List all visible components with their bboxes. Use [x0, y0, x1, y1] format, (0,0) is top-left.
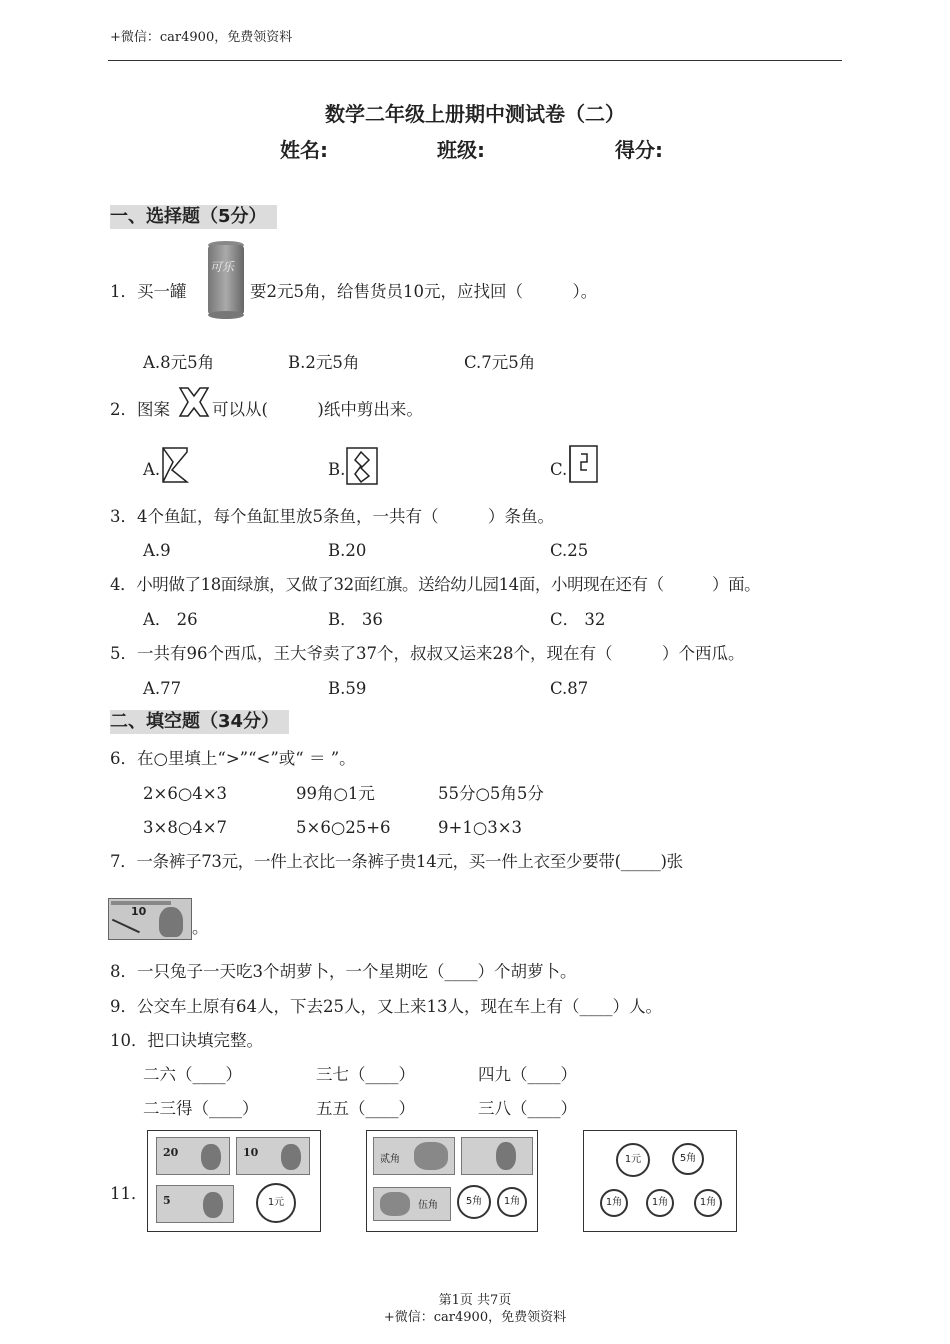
q1-option-a: A.8元5角 — [143, 353, 215, 372]
note-value: 10 — [131, 905, 147, 918]
q3-option-b: B.20 — [328, 541, 367, 560]
q1-text-after: 要2元5角，给售货员10元，应找回（ ）。 — [250, 282, 598, 301]
q1-option-b: B.2元5角 — [288, 353, 360, 372]
header-note: +微信：car4900，免费领资料 — [110, 30, 293, 45]
banknote-2-jiao: 贰角 — [373, 1137, 455, 1175]
ten-yuan-note-image — [108, 898, 192, 940]
header-divider — [108, 60, 842, 61]
q4-option-c: C． 32 — [550, 610, 606, 629]
q2-option-c: C. — [550, 460, 568, 479]
banknote-5-jiao: 伍角 — [373, 1187, 451, 1221]
footer-note: +微信：car4900，免费领资料 — [383, 1310, 567, 1325]
q5-option-a: A.77 — [143, 679, 182, 698]
q11-label: 11． — [110, 1184, 148, 1203]
money-box-2 — [366, 1130, 538, 1232]
q1-option-c: C.7元5角 — [464, 353, 536, 372]
q7-tail: 。 — [192, 918, 209, 937]
coin-1-yuan: 1元 — [256, 1183, 296, 1223]
q2-text-after: 可以从( )纸中剪出来。 — [212, 400, 423, 419]
q8-text: 8．一只兔子一天吃3个胡萝卜，一个星期吃（____）个胡萝卜。 — [110, 962, 577, 981]
q10-text: 10．把口诀填完整。 — [110, 1031, 263, 1050]
cola-can-icon — [204, 240, 248, 320]
coin-1-jiao: 1角 — [646, 1189, 674, 1217]
q3-option-a: A.9 — [143, 541, 171, 560]
page-number: 第1页 共7页 — [438, 1293, 512, 1308]
coin-5-jiao: 5角 — [672, 1143, 704, 1175]
banknote-1-yuan — [461, 1137, 533, 1175]
section-choice-title: 一、选择题（5分） — [110, 205, 277, 229]
name-label: 姓名: — [280, 138, 328, 162]
q4-option-b: B． 36 — [328, 610, 383, 629]
q10-r1c1: 二六（____） — [143, 1065, 242, 1084]
q4-text: 4．小明做了18面绿旗，又做了32面红旗。送给幼儿园14面，小明现在还有（ ）面。 — [110, 575, 761, 594]
cross-pattern-icon — [176, 386, 212, 418]
money-box-3 — [583, 1130, 737, 1232]
option-a-shape-icon — [160, 446, 190, 484]
section-fill-title: 二、填空题（34分） — [110, 710, 289, 734]
q7-text: 7．一条裤子73元，一件上衣比一条裤子贵14元，买一件上衣至少要带(_____)张 — [110, 852, 683, 871]
banknote-5: 5 — [156, 1185, 234, 1223]
q10-r1c2: 三七（____） — [316, 1065, 415, 1084]
q3-option-c: C.25 — [550, 541, 589, 560]
can-label: 可乐 — [210, 260, 235, 274]
option-c-shape-icon — [567, 444, 599, 484]
coin-1-jiao: 1角 — [694, 1189, 722, 1217]
q10-r2c2: 五五（____） — [316, 1099, 415, 1118]
coin-1-jiao: 1角 — [600, 1189, 628, 1217]
q2-option-b: B. — [328, 460, 346, 479]
money-box-1 — [147, 1130, 321, 1232]
q1-text-before: 1．买一罐 — [110, 282, 187, 301]
q6-r2c1: 3×8○4×7 — [143, 818, 228, 837]
q5-text: 5．一共有96个西瓜，王大爷卖了37个，叔叔又运来28个，现在有（ ）个西瓜。 — [110, 644, 745, 663]
option-b-shape-icon — [345, 446, 379, 486]
coin-5-jiao: 5角 — [457, 1185, 491, 1219]
q6-r2c2: 5×6○25+6 — [296, 818, 391, 837]
q6-text: 6．在○里填上“>”“<”或“ ＝ ”。 — [110, 749, 356, 768]
q10-r1c3: 四九（____） — [478, 1065, 577, 1084]
q6-r1c3: 55分○5角5分 — [438, 784, 544, 803]
q6-r1c2: 99角○1元 — [296, 784, 375, 803]
banknote-10: 10 — [236, 1137, 310, 1175]
coin-1-yuan: 1元 — [616, 1143, 650, 1177]
class-label: 班级: — [437, 138, 485, 162]
coin-1-jiao: 1角 — [497, 1187, 527, 1217]
q5-option-b: B.59 — [328, 679, 367, 698]
q5-option-c: C.87 — [550, 679, 589, 698]
q6-r1c1: 2×6○4×3 — [143, 784, 228, 803]
q2-text-before: 2．图案 — [110, 400, 170, 419]
q10-r2c3: 三八（____） — [478, 1099, 577, 1118]
exam-title: 数学二年级上册期中测试卷（二） — [325, 102, 625, 126]
q10-r2c1: 二三得（____） — [143, 1099, 259, 1118]
q9-text: 9．公交车上原有64人，下去25人，又上来13人，现在车上有（____）人。 — [110, 997, 662, 1016]
banknote-20: 20 — [156, 1137, 230, 1175]
q2-option-a: A. — [143, 460, 161, 479]
q3-text: 3．4个鱼缸，每个鱼缸里放5条鱼，一共有（ ）条鱼。 — [110, 507, 554, 526]
q6-r2c3: 9+1○3×3 — [438, 818, 523, 837]
score-label: 得分: — [615, 138, 663, 162]
q4-option-a: A． 26 — [143, 610, 198, 629]
